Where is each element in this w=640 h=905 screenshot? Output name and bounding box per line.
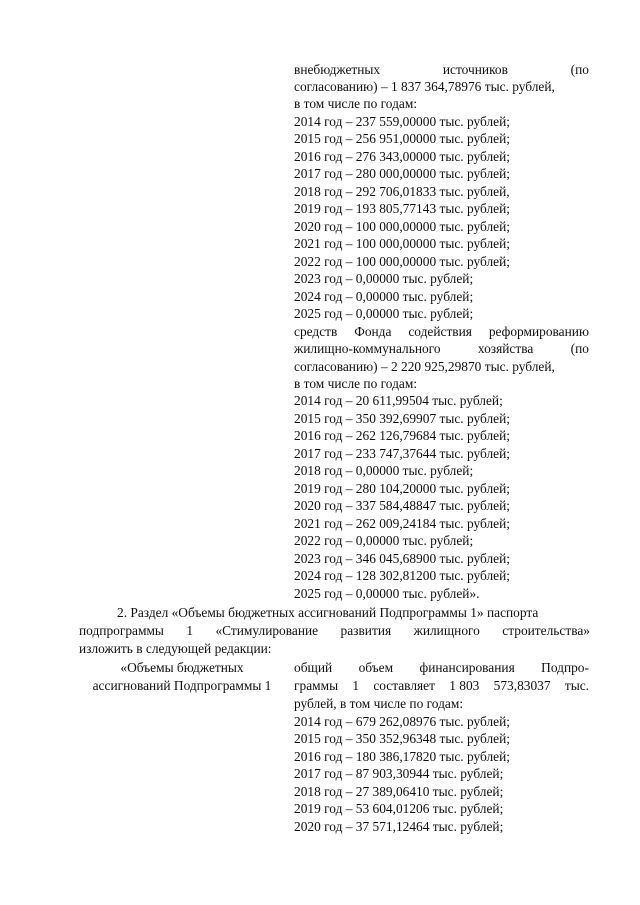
text-word: 1	[352, 678, 360, 693]
year-line: 2021 год – 100 000,00000 тыс. рублей;	[294, 236, 511, 251]
paragraph-2-line2	[79, 623, 590, 639]
text-word: общий	[294, 660, 333, 675]
year-line: 2015 год – 350 352,96348 тыс. рублей;	[294, 731, 511, 746]
section-c-line2	[294, 678, 589, 694]
year-line: 2020 год – 37 571,12464 тыс. рублей;	[294, 819, 504, 834]
text-word: «Стимулирование	[215, 623, 319, 638]
year-line: 2015 год – 350 392,69907 тыс. рублей;	[294, 411, 511, 426]
text-word: содействия	[408, 324, 472, 339]
text-word: жилищно-коммунального	[294, 341, 441, 356]
section-a-line3: в том числе по годам:	[294, 96, 418, 111]
year-line: 2022 год – 100 000,00000 тыс. рублей;	[294, 254, 511, 269]
section-c-left-line1: «Объемы бюджетных	[120, 660, 244, 675]
text-word: источников	[442, 62, 508, 77]
text-word: составляет	[373, 678, 435, 693]
year-line: 2023 год – 346 045,68900 тыс. рублей;	[294, 551, 511, 566]
year-line: 2018 год – 27 389,06410 тыс. рублей;	[294, 784, 504, 799]
year-line: 2021 год – 262 009,24184 тыс. рублей;	[294, 516, 511, 531]
year-line: 2023 год – 0,00000 тыс. рублей;	[294, 271, 474, 286]
text-word: Подпро-	[541, 660, 589, 675]
paragraph-2-line3: изложить в следующей редакции:	[79, 641, 272, 656]
text-word: средств	[294, 324, 338, 339]
section-b-line2	[294, 341, 589, 357]
text-word: 1 803	[449, 678, 480, 693]
year-line: 2024 год – 0,00000 тыс. рублей;	[294, 289, 474, 304]
section-c-left-line2: ассигнований Подпрограммы 1	[92, 678, 272, 693]
year-line: 2020 год – 100 000,00000 тыс. рублей;	[294, 219, 511, 234]
text-word: строительства»	[502, 623, 590, 638]
year-line: 2014 год – 20 611,99504 тыс. рублей;	[294, 393, 503, 408]
year-line: 2019 год – 280 104,20000 тыс. рублей;	[294, 481, 511, 496]
text-word: жилищного	[413, 623, 480, 638]
year-line: 2017 год – 233 747,37644 тыс. рублей;	[294, 446, 511, 461]
text-word: граммы	[294, 678, 339, 693]
text-word: подпрограммы	[79, 623, 164, 638]
text-word: 573,83037	[493, 678, 551, 693]
text-word: хозяйства	[477, 341, 534, 356]
text-word: (по	[570, 62, 589, 77]
year-line: 2022 год – 0,00000 тыс. рублей;	[294, 533, 474, 548]
year-line: 2020 год – 337 584,48847 тыс. рублей;	[294, 498, 511, 513]
text-word: внебюджетных	[294, 62, 381, 77]
year-line: 2025 год – 0,00000 тыс. рублей;	[294, 306, 474, 321]
text-word: развития	[340, 623, 392, 638]
year-line: 2017 год – 87 903,30944 тыс. рублей;	[294, 766, 504, 781]
year-line: 2017 год – 280 000,00000 тыс. рублей;	[294, 166, 511, 181]
section-a-line1	[294, 62, 589, 78]
year-line: 2014 год – 237 559,00000 тыс. рублей;	[294, 114, 511, 129]
year-line: 2024 год – 128 302,81200 тыс. рублей;	[294, 568, 511, 583]
year-line: 2016 год – 276 343,00000 тыс. рублей;	[294, 149, 511, 164]
year-line: 2016 год – 262 126,79684 тыс. рублей;	[294, 428, 511, 443]
text-word: финансирования	[419, 660, 515, 675]
year-line: 2014 год – 679 262,08976 тыс. рублей;	[294, 714, 511, 729]
text-word: (по	[570, 341, 589, 356]
year-line: 2016 год – 180 386,17820 тыс. рублей;	[294, 749, 511, 764]
text-word: объем	[358, 660, 394, 675]
section-b-line4: в том числе по годам:	[294, 376, 418, 391]
year-line: 2025 год – 0,00000 тыс. рублей».	[294, 586, 480, 601]
year-line: 2018 год – 0,00000 тыс. рублей;	[294, 463, 474, 478]
text-word: тыс.	[564, 678, 589, 693]
section-c-line1	[294, 660, 589, 676]
text-word: реформированию	[488, 324, 589, 339]
year-line: 2019 год – 53 604,01206 тыс. рублей;	[294, 801, 504, 816]
text-word: Фонда	[354, 324, 392, 339]
year-line: 2019 год – 193 805,77143 тыс. рублей;	[294, 201, 511, 216]
section-a-line2: согласованию) – 1 837 364,78976 тыс. рублей,	[294, 79, 555, 94]
text-word: 1	[186, 623, 194, 638]
section-c-line3: рублей, в том числе по годам:	[294, 696, 464, 711]
year-line: 2015 год – 256 951,00000 тыс. рублей;	[294, 131, 511, 146]
section-b-line3: согласованию) – 2 220 925,29870 тыс. рублей,	[294, 359, 555, 374]
year-line: 2018 год – 292 706,01833 тыс. рублей,	[294, 184, 510, 199]
section-b-line1	[294, 324, 589, 340]
paragraph-2-line1: 2. Раздел «Объемы бюджетных ассигнований Подпрограммы 1» паспорта	[117, 605, 539, 620]
